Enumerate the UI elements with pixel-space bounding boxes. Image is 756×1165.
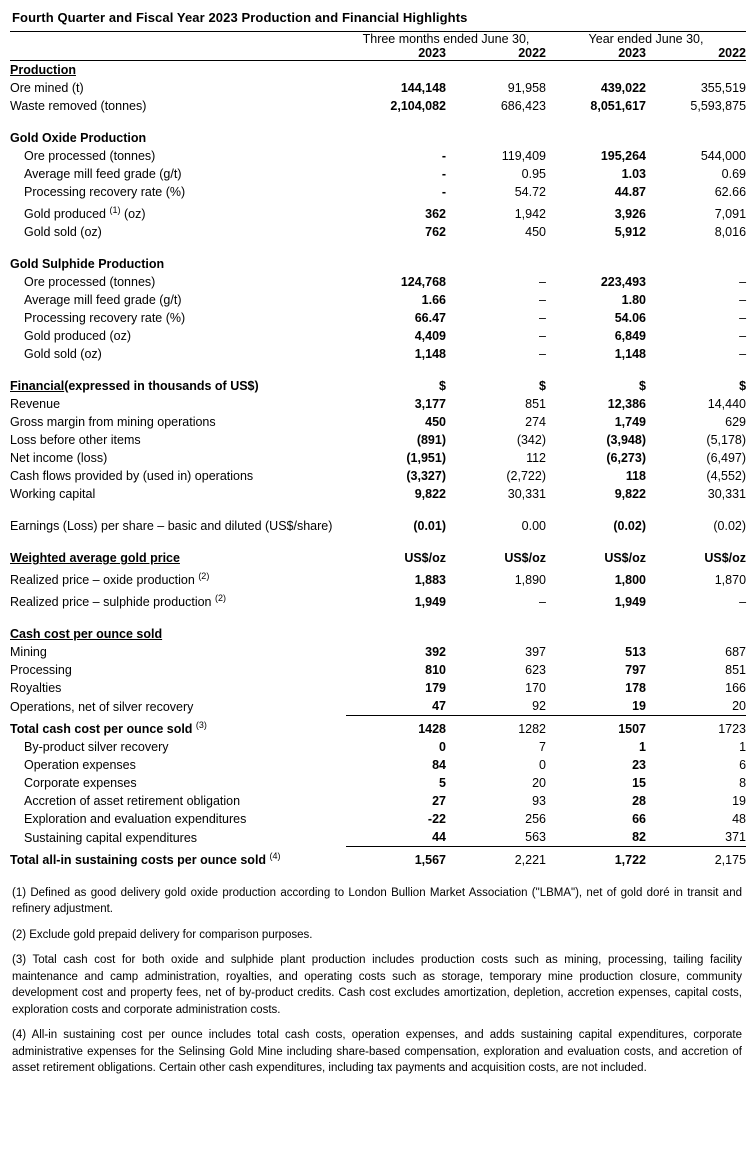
row-value-2: 0 (539, 758, 546, 773)
row-value-1: 1,949 (414, 595, 446, 610)
header-group-three-months: Three months ended June 30, (362, 32, 530, 46)
section-title: Gold Sulphide Production (10, 257, 165, 272)
row-value-1: 810 (425, 663, 446, 678)
row-value-4: 20 (732, 699, 747, 714)
table-row (10, 828, 746, 847)
row-value-3: 23 (632, 758, 646, 773)
row-value-3: 1.03 (621, 167, 646, 181)
section-title: Cash cost per ounce sold (10, 627, 163, 642)
row-value-3: 28 (632, 794, 646, 809)
spacer-cell (10, 535, 746, 549)
row-value-3: 54.06 (614, 311, 646, 326)
row-label: Ore processed (tonnes) (24, 275, 156, 290)
row-value-4: 1 (739, 740, 747, 755)
row-value-3: 6,849 (614, 329, 646, 344)
row-value-4: 5,593,875 (690, 99, 747, 113)
table-row (10, 431, 746, 449)
spacer-cell (10, 611, 746, 625)
row-value-3: 19 (632, 699, 646, 714)
row-value-1: 4,409 (414, 329, 446, 344)
row-value-3: 9,822 (614, 487, 646, 502)
row-label: Processing recovery rate (%) (24, 185, 186, 199)
row-value-1: 1,883 (414, 573, 446, 588)
row-label: Working capital (10, 487, 96, 502)
table-row (10, 467, 746, 485)
row-value-2: 91,958 (507, 81, 546, 95)
section-header-value-1: $ (439, 379, 446, 394)
footnotes (10, 885, 746, 1077)
row-value-2: (342) (516, 433, 546, 448)
section-title: Financial(expressed in thousands of US$) (10, 379, 259, 394)
row-label: By-product silver recovery (24, 740, 169, 755)
row-value-2: 397 (525, 645, 546, 660)
row-value-2: 0.00 (521, 519, 546, 534)
section-title: Gold Oxide Production (10, 131, 147, 145)
row-value-3: 195,264 (600, 149, 646, 163)
row-label: Cash flows provided by (used in) operations (10, 469, 254, 484)
section-header-value-1 (346, 61, 446, 80)
row-label: Average mill feed grade (g/t) (24, 167, 182, 181)
row-value-2: 274 (525, 415, 546, 430)
row-value-1: 1.66 (421, 293, 446, 308)
row-value-3: 1.80 (621, 293, 646, 308)
row-value-2: 256 (525, 812, 546, 827)
table-row (10, 273, 746, 291)
row-value-1: - (441, 185, 446, 199)
row-label: Gross margin from mining operations (10, 415, 216, 430)
row-value-1: 44 (432, 830, 446, 845)
row-value-4: 687 (725, 645, 747, 660)
row-value-3: 439,022 (600, 81, 646, 95)
row-value-2: 1,942 (514, 207, 546, 222)
row-value-4: – (739, 293, 747, 308)
table-row (10, 309, 746, 327)
section-header-value-4 (646, 625, 746, 643)
row-value-4: – (739, 275, 747, 290)
row-value-4: (5,178) (706, 433, 747, 448)
section-header-row (10, 255, 746, 273)
row-value-2: 1,890 (514, 573, 546, 588)
row-value-1: 9,822 (414, 487, 446, 502)
row-value-1: 0 (439, 740, 446, 755)
section-header-row (10, 61, 746, 80)
row-value-2: 119,409 (501, 149, 546, 163)
row-value-3: (3,948) (606, 433, 646, 448)
section-header-row (10, 549, 746, 567)
row-value-1: 362 (425, 207, 446, 222)
spacer-row (10, 363, 746, 377)
row-value-1: 1428 (346, 716, 446, 738)
row-label: Earnings (Loss) per share – basic and diluted (US$/share) (10, 519, 333, 534)
header-year-4: 2022 (646, 46, 746, 61)
section-header-value-4 (646, 129, 746, 147)
row-value-2: – (539, 311, 546, 326)
section-header-value-3 (546, 129, 646, 147)
row-value-3: 1,148 (614, 347, 646, 362)
row-label: Processing recovery rate (%) (24, 311, 186, 326)
row-value-4: 1723 (646, 716, 746, 738)
row-value-1: 5 (439, 776, 446, 791)
section-header-value-4 (646, 61, 746, 80)
table-row (10, 756, 746, 774)
table-row (10, 589, 746, 611)
row-label: Operations, net of silver recovery (10, 699, 194, 714)
row-label: Operation expenses (24, 758, 136, 773)
row-value-1: (3,327) (406, 469, 446, 484)
row-value-4: 14,440 (707, 397, 747, 412)
row-label: Net income (loss) (10, 451, 108, 466)
row-value-3: 3,926 (614, 207, 646, 222)
row-value-4: – (739, 595, 747, 610)
row-label: Realized price – oxide production $^{(2)}$ (10, 571, 210, 588)
table-row (10, 810, 746, 828)
row-label: Loss before other items (10, 433, 141, 448)
row-value-2: 851 (525, 397, 546, 412)
row-value-3: 8,051,617 (590, 99, 646, 113)
row-value-3: 513 (625, 645, 646, 660)
row-value-1: 27 (432, 794, 446, 809)
row-value-4: 851 (725, 663, 747, 678)
row-value-4: 629 (725, 415, 747, 430)
row-value-4: – (739, 329, 747, 344)
section-header-value-3 (546, 625, 646, 643)
row-value-3: 118 (625, 469, 646, 484)
row-value-1: (0.01) (413, 519, 446, 534)
spacer-row (10, 241, 746, 255)
row-label: Ore processed (tonnes) (24, 149, 156, 163)
header-group-year: Year ended June 30, (588, 32, 704, 46)
spacer-row (10, 503, 746, 517)
row-value-3: (6,273) (606, 451, 646, 466)
row-label: Ore mined (t) (10, 81, 84, 95)
row-value-2: 2,221 (446, 847, 546, 869)
spacer-cell (10, 241, 746, 255)
row-value-4: 371 (725, 830, 747, 845)
section-title: Weighted average gold price (10, 551, 180, 566)
spacer-row (10, 611, 746, 625)
section-header-value-2 (446, 625, 546, 643)
table-row (10, 716, 746, 738)
row-value-2: – (539, 595, 546, 610)
row-value-2: 30,331 (507, 487, 546, 502)
row-label: Processing (10, 663, 72, 678)
row-value-1: (1,951) (406, 451, 446, 466)
row-value-4: 8,016 (714, 225, 747, 240)
header-corner (10, 32, 346, 46)
header-year-3: 2023 (546, 46, 646, 61)
row-value-2: 92 (532, 699, 546, 714)
row-value-1: 144,148 (400, 81, 446, 95)
section-header-value-3 (546, 255, 646, 273)
page-title: Fourth Quarter and Fiscal Year 2023 Production and Financial Highlights (12, 10, 468, 25)
table-row (10, 485, 746, 503)
row-value-1: 47 (432, 699, 446, 714)
row-value-4: 30,331 (707, 487, 747, 502)
row-label: Exploration and evaluation expenditures (24, 812, 247, 827)
spacer-row (10, 535, 746, 549)
section-header-value-2 (446, 61, 546, 80)
table-row (10, 643, 746, 661)
table-row (10, 291, 746, 309)
row-label: Gold sold (oz) (24, 225, 102, 240)
section-header-value-2 (446, 255, 546, 273)
section-header-row (10, 625, 746, 643)
row-value-1: (891) (416, 433, 446, 448)
section-header-value-4: US$/oz (704, 551, 747, 566)
row-value-2: 20 (532, 776, 546, 791)
table-row (10, 395, 746, 413)
row-value-3: 44.87 (614, 185, 646, 199)
section-header-value-3 (546, 61, 646, 80)
table-row (10, 738, 746, 756)
table-row (10, 413, 746, 431)
row-label: Sustaining capital expenditures (24, 830, 198, 845)
row-value-1: -22 (427, 812, 446, 827)
table-row (10, 679, 746, 697)
row-value-3: 797 (625, 663, 646, 678)
row-value-3: 1507 (546, 716, 646, 738)
table-row (10, 847, 746, 869)
section-header-value-1 (346, 625, 446, 643)
section-header-value-2: $ (539, 379, 546, 394)
footnote-3: (3) Total cash cost for both oxide and sulphide plant production includes production costs such as mining, processing, tailing facility maintenance and camp administration, royalties, and operating costs such as storage, temporary mine production closure, community development cost and property fees, net of by-product credits. Cash cost excludes amortization, depletion, accretion expenses, capital costs, exploration costs and corporate administration costs. (12, 954, 742, 1016)
header-year-2: 2022 (446, 46, 546, 61)
table-row (10, 697, 746, 716)
header-years-corner (10, 46, 346, 61)
row-value-4: 48 (732, 812, 747, 827)
row-label: Royalties (10, 681, 62, 696)
row-value-3: 1,749 (614, 415, 646, 430)
section-header-row (10, 377, 746, 395)
financial-highlights-table (10, 32, 746, 869)
row-value-4: 19 (732, 794, 747, 809)
spacer-cell (10, 115, 746, 129)
row-value-1: 2,104,082 (390, 99, 446, 113)
row-value-4: 355,519 (700, 81, 747, 95)
row-value-2: 54.72 (514, 185, 546, 199)
section-header-value-3: US$/oz (604, 551, 646, 566)
section-header-value-4: $ (739, 379, 747, 394)
row-value-2: – (539, 293, 546, 308)
row-value-2: – (539, 347, 546, 362)
table-row (10, 345, 746, 363)
row-value-4: (0.02) (713, 519, 747, 534)
table-row (10, 792, 746, 810)
row-value-1: 124,768 (400, 275, 446, 290)
row-value-3: 1,949 (614, 595, 646, 610)
row-value-4: 7,091 (714, 207, 747, 222)
row-value-2: 93 (532, 794, 546, 809)
row-label: Average mill feed grade (g/t) (24, 293, 182, 308)
row-value-4: (4,552) (706, 469, 747, 484)
row-value-2: 0.95 (521, 167, 546, 181)
row-value-4: 6 (739, 758, 747, 773)
row-label: Total cash cost per ounce sold $^{(3)}$ (10, 719, 207, 737)
row-value-4: – (739, 311, 747, 326)
row-value-2: 623 (525, 663, 546, 678)
row-label: Revenue (10, 397, 61, 412)
row-value-2: 112 (526, 451, 546, 466)
table-row (10, 223, 746, 241)
section-title: Production (10, 63, 76, 77)
row-value-2: 170 (525, 681, 546, 696)
row-label: Total all-in sustaining costs per ounce sold $^{(4)}$ (10, 850, 281, 867)
row-value-3: 82 (632, 830, 646, 845)
section-header-value-2: US$/oz (504, 551, 546, 566)
row-value-3: 1,800 (614, 573, 646, 588)
row-value-1: 1,148 (414, 347, 446, 362)
row-value-2: 1282 (446, 716, 546, 738)
row-value-3: (0.02) (613, 519, 646, 534)
table-row (10, 183, 746, 201)
spacer-cell (10, 503, 746, 517)
section-header-value-1 (346, 129, 446, 147)
row-value-1: 450 (425, 415, 446, 430)
row-value-1: - (441, 149, 446, 163)
table-row (10, 327, 746, 345)
row-label: Accretion of asset retirement obligation (24, 794, 241, 809)
row-value-4: 62.66 (714, 185, 747, 199)
section-header-value-1 (346, 255, 446, 273)
header-year-1: 2023 (346, 46, 446, 61)
row-value-3: 5,912 (614, 225, 646, 240)
row-value-3: 1 (639, 740, 646, 755)
table-row (10, 201, 746, 223)
row-value-3: 223,493 (600, 275, 646, 290)
row-value-1: 66.47 (414, 311, 446, 326)
spacer-cell (10, 363, 746, 377)
row-value-4: – (739, 347, 747, 362)
row-value-3: 178 (625, 681, 646, 696)
row-label: Gold produced $^{(1)}$ (oz) (24, 205, 146, 222)
row-value-1: 179 (425, 681, 446, 696)
row-value-4: 166 (725, 681, 747, 696)
footnote-1: (1) Defined as good delivery gold oxide production according to London Bullion Market Association ("LBMA"), net of gold doré in transit and refinery adjustment. (12, 886, 742, 916)
row-value-2: 686,423 (500, 99, 546, 113)
row-value-4: 0.69 (721, 167, 747, 181)
table-header-groups (10, 32, 746, 46)
row-value-1: 84 (432, 758, 446, 773)
footnote-2: (2) Exclude gold prepaid delivery for comparison purposes. (12, 928, 313, 941)
section-header-value-2 (446, 129, 546, 147)
table-row (10, 774, 746, 792)
section-header-row (10, 129, 746, 147)
row-label: Corporate expenses (24, 776, 137, 791)
row-value-3: 66 (632, 812, 646, 827)
footnote-4: (4) All-in sustaining cost per ounce includes total cash costs, operation expenses, and adds sustaining capital expenditures, corporate administrative expenses for the Selinsing Gold Mine including share-based compensation, exploration and evaluation costs, and accretion of asset retirement obligations. Certain other cash expenditures, including tax payments and acquisition costs, are not included. (12, 1029, 742, 1075)
row-value-3: 15 (632, 776, 646, 791)
table-row (10, 97, 746, 115)
row-label: Gold produced (oz) (24, 329, 132, 344)
table-row (10, 449, 746, 467)
row-value-2: 450 (525, 225, 546, 240)
row-value-2: (2,722) (506, 469, 546, 484)
row-value-4: 2,175 (646, 847, 746, 869)
table-row (10, 567, 746, 589)
row-value-4: (6,497) (706, 451, 747, 466)
row-label: Waste removed (tonnes) (10, 99, 147, 113)
row-value-4: 544,000 (700, 149, 747, 163)
section-header-value-1: US$/oz (404, 551, 446, 566)
table-row (10, 165, 746, 183)
row-value-2: – (539, 275, 546, 290)
spacer-row (10, 115, 746, 129)
row-value-3: 12,386 (607, 397, 646, 412)
table-row (10, 147, 746, 165)
row-value-1: - (441, 167, 446, 181)
table-header-years (10, 46, 746, 61)
table-row (10, 661, 746, 679)
row-value-1: 762 (425, 225, 446, 240)
section-header-value-4 (646, 255, 746, 273)
row-value-2: 563 (525, 830, 546, 845)
section-header-value-3: $ (639, 379, 646, 394)
row-value-2: – (539, 329, 546, 344)
table-row (10, 517, 746, 535)
row-value-1: 1,567 (346, 847, 446, 869)
row-label: Gold sold (oz) (24, 347, 102, 362)
row-label: Mining (10, 645, 47, 660)
row-value-4: 8 (739, 776, 747, 791)
row-value-4: 1,870 (714, 573, 747, 588)
row-value-1: 392 (425, 645, 446, 660)
table-row (10, 79, 746, 97)
row-label: Realized price – sulphide production $^{(2)}$ (10, 593, 226, 610)
row-value-3: 1,722 (546, 847, 646, 869)
row-value-1: 3,177 (414, 397, 446, 412)
row-value-2: 7 (539, 740, 546, 755)
